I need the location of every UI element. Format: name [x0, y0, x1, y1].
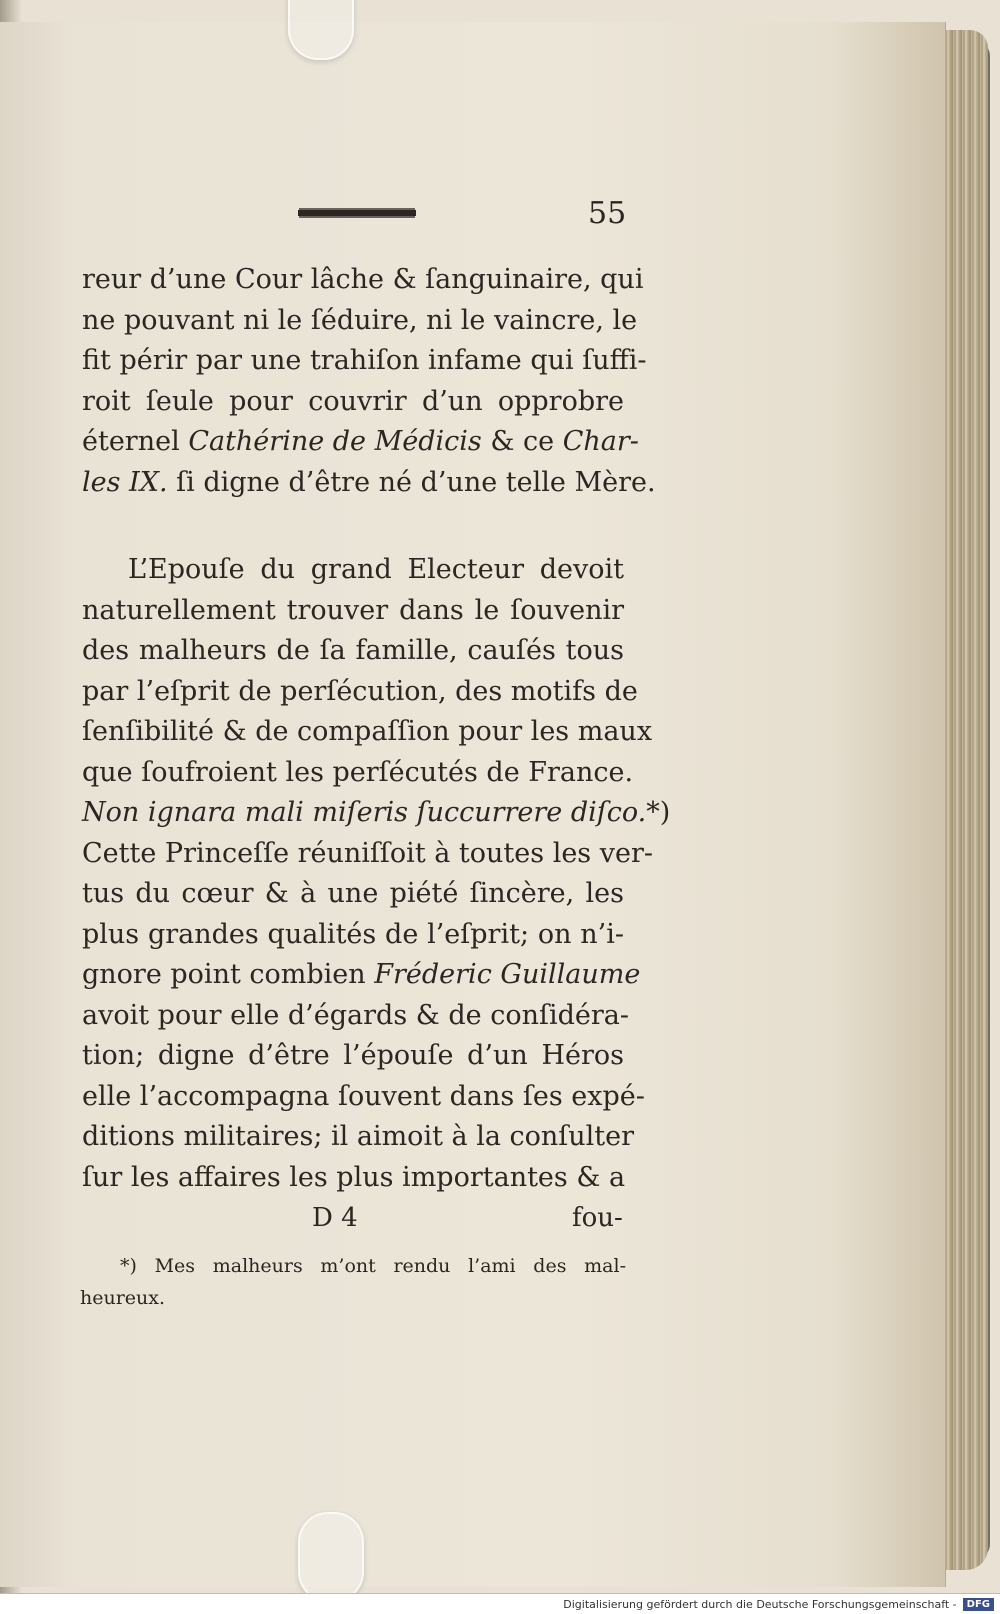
italic-name: Fréderic Guillaume: [374, 959, 641, 990]
page-number: 55: [588, 196, 627, 231]
text-line: [82, 422, 639, 463]
text-span: & ce: [490, 426, 555, 457]
text-span: éternel: [82, 426, 180, 457]
footnote-line: *) Mes malheurs m’ont rendu l’ami des mal-: [120, 1255, 626, 1277]
text-line: fit périr par une trahiſon infame qui ſuffi-: [82, 345, 647, 376]
footnote: [80, 1250, 626, 1314]
dfg-logo: DFG: [963, 1598, 994, 1611]
text-line: tion; digne d’être l’épouſe d’un Héros: [82, 1040, 624, 1071]
signature-mark: D 4: [312, 1203, 358, 1233]
text-line: tus du cœur & à une piété ſincère, les: [82, 878, 624, 909]
text-line: reur d’une Cour lâche & ſanguinaire, qui: [82, 264, 644, 295]
text-line: naturellement trouver dans le ſouvenir: [82, 594, 624, 626]
text-line: que ſoufroient les perſécutés de France.: [82, 756, 634, 788]
text-line: [82, 955, 641, 996]
text-line: des malheurs de ſa famille, cauſés tous: [82, 635, 624, 666]
text-line: elle l’accompagna ſouvent dans ſes expé-: [82, 1080, 645, 1112]
paragraph-1: [82, 260, 656, 503]
text-line: ditions militaires; il aimoit à la conſulter: [82, 1121, 635, 1152]
text-line: [82, 463, 656, 504]
footnote-marker: *): [646, 797, 671, 828]
text-line: L’Epouſe du grand Electeur devoit: [128, 554, 624, 585]
text-line: ne pouvant ni le ſéduire, ni le vaincre, le: [82, 304, 638, 336]
text-line: ſur les affaires les plus importantes & a: [82, 1161, 626, 1193]
text-line: roit ſeule pour couvrir d’un opprobre: [82, 385, 624, 417]
footnote-line: heureux.: [80, 1287, 166, 1309]
digitization-credit-bar: [0, 1593, 1000, 1614]
text-span: gnore point combien: [82, 959, 366, 990]
page-clip-top: [288, 0, 354, 60]
text-line: plus grandes qualités de l’eſprit; on n’i-: [82, 918, 624, 950]
paragraph-2: [82, 550, 671, 1198]
page-clip-bottom: [298, 1512, 364, 1602]
text-line: Cette Princeſſe réuniſſoit à toutes les ver-: [82, 837, 654, 869]
header-ornament-rule: [298, 210, 416, 216]
italic-name: Cathérine de Médicis: [188, 426, 482, 457]
digitization-credit: Digitalisierung gefördert durch die Deutsche Forschungsgemeinschaft -: [563, 1597, 957, 1611]
latin-quote: Non ignara mali miſeris ſuccurrere diſco.: [82, 797, 647, 828]
text-line: [82, 793, 671, 834]
text-line: ſenſibilité & de compaſſion pour les maux: [82, 716, 653, 747]
italic-name: Char-: [562, 426, 639, 457]
text-line: par l’eſprit de perſécution, des motifs de: [82, 675, 638, 707]
text-line: avoit pour elle d’égards & de conſidéra-: [82, 999, 630, 1031]
text-span: ſi digne d’être né d’une telle Mère.: [176, 466, 656, 498]
catchword: fou-: [572, 1203, 623, 1233]
italic-name: les IX.: [82, 466, 168, 498]
